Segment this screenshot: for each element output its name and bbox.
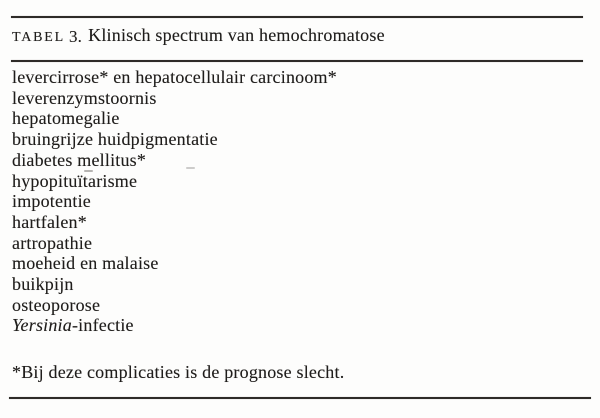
- list-item: [12, 88, 337, 109]
- list-item: [12, 212, 337, 233]
- list-item: [12, 150, 337, 171]
- table-title: [12, 25, 385, 46]
- table-footnote: *Bij deze complicaties is de prognose slecht.: [12, 362, 345, 382]
- list-item: [12, 233, 337, 254]
- list-item: [12, 67, 337, 88]
- list-item-text: diabetes mellitus*: [12, 149, 147, 170]
- list-item-text: buikpijn: [12, 274, 74, 295]
- list-item: [12, 191, 337, 212]
- list-item: [12, 129, 337, 150]
- scan-artifact: [186, 167, 195, 169]
- list-item: [12, 108, 337, 129]
- list-item: [12, 253, 337, 274]
- list-item-text: moeheid en malaise: [12, 253, 159, 274]
- list-item-text: hartfalen*: [12, 211, 87, 232]
- list-item-text: hepatomegalie: [12, 108, 120, 129]
- table-bottom-rule: [9, 397, 591, 399]
- list-item: [12, 171, 337, 192]
- list-item-italic: Yersinia: [12, 315, 72, 336]
- list-item-text: leverenzymstoornis: [12, 87, 157, 108]
- list-item-text: osteoporose: [12, 294, 101, 315]
- table-number: 3.: [68, 27, 83, 46]
- list-item-text: artropathie: [12, 232, 93, 253]
- list-item-text: hypopituïtarisme: [12, 170, 138, 191]
- table-header-rule: [11, 60, 583, 62]
- list-item-text: -infectie: [71, 315, 134, 336]
- list-item: [12, 274, 337, 295]
- symptom-list: [12, 67, 337, 336]
- scan-artifact: [84, 170, 93, 172]
- table-title-text: Klinisch spectrum van hemochromatose: [88, 25, 385, 45]
- list-item-text: levercirrose* en hepatocellulair carcinoom*: [12, 67, 337, 87]
- table-top-rule: [11, 16, 583, 18]
- list-item-text: impotentie: [12, 191, 91, 212]
- list-item: [12, 295, 337, 316]
- list-item: [12, 315, 337, 336]
- list-item-text: bruingrijze huidpigmentatie: [12, 129, 218, 150]
- table-label: TABEL: [12, 30, 65, 45]
